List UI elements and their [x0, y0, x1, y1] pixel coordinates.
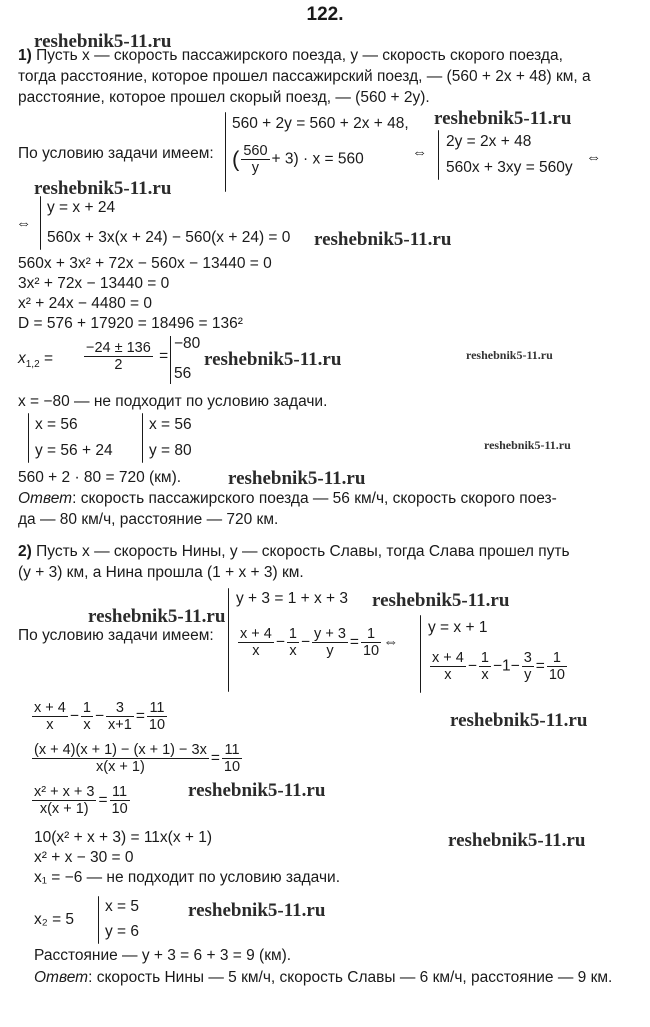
part2-answer: Ответ: скорость Нины — 5 км/ч, скорость Славы — 6 км/ч, расстояние — 9 км. [34, 969, 613, 986]
equivalence-arrow: ⇔ [16, 215, 32, 232]
watermark: reshebnik5-11.ru [88, 606, 226, 627]
watermark: reshebnik5-11.ru [204, 349, 342, 370]
part1-system4-eq1: x = 56 [35, 416, 78, 433]
roots-label: $x_{1,2}$ = [18, 350, 54, 371]
part1-condition: По условию задачи имеем: [18, 145, 214, 162]
watermark: reshebnik5-11.ru [228, 468, 366, 489]
part1-system5-eq1: x = 56 [149, 416, 192, 433]
answer-label: Ответ [34, 969, 89, 986]
part1-system1-eq1: 560 + 2y = 560 + 2x + 48, [232, 115, 409, 132]
system-brace [420, 615, 421, 693]
system-brace [142, 413, 143, 463]
part1-rejection: x = −80 — не подходит по условию задачи. [18, 393, 328, 410]
watermark: reshebnik5-11.ru [188, 780, 326, 801]
part2-system3-eq2: y = 6 [105, 923, 140, 940]
part2-system1-eq2: $\frac{x + 4}{x}$ − $\frac{1}{x}$ − $\frac{y + 3}{y}$ = $\frac{1}{10}$ ⇔ [240, 626, 399, 659]
part2-equation: x² + x − 30 = 0 [34, 849, 134, 866]
part2-equation: 10(x² + x + 3) = 11x(x + 1) [34, 829, 213, 846]
watermark: reshebnik5-11.ru [34, 31, 172, 52]
system-brace [228, 588, 229, 692]
watermark: reshebnik5-11.ru [448, 830, 586, 851]
part1-equation: 560x + 3x² + 72x − 560x − 13440 = 0 [18, 255, 272, 272]
problem-number: 122. [306, 4, 344, 25]
root-value: −80 [174, 335, 201, 352]
part1-intro-line1: 1) Пусть x — скорость пассажирского поезда, y — скорость скорого поезда, [18, 47, 563, 64]
system-brace [225, 112, 226, 192]
part2-condition: По условию задачи имеем: [18, 627, 214, 644]
part1-system3-eq1: y = x + 24 [47, 199, 116, 216]
watermark: reshebnik5-11.ru [188, 900, 326, 921]
answer-label: Ответ [18, 490, 73, 507]
part2-system3-eq1: x = 5 [105, 898, 140, 915]
part1-system3-eq2: 560x + 3x(x + 24) − 560(x + 24) = 0 [47, 229, 291, 246]
part1-distance: 560 + 2 · 80 = 720 (км). [18, 469, 182, 486]
part1-system2-eq2: 560x + 3xy = 560y [446, 159, 573, 176]
part1-intro-line3: расстояние, которое прошел скорый поезд, — (560 + 2y). [18, 89, 430, 106]
part1-system1-eq2: ( $\frac{560}{y}$ + 3) · x = 560 [232, 143, 364, 176]
fraction: $\frac{560}{y}$ [243, 143, 268, 176]
part1-intro-line2: тогда расстояние, которое прошел пассажирский поезд, — (560 + 2x + 48) км, а [18, 68, 591, 85]
watermark: reshebnik5-11.ru [466, 348, 553, 362]
part2-number: 2) [18, 543, 32, 560]
part2-system2-eq2: $\frac{x + 4}{x}$ − $\frac{1}{x}$ −1− $\frac{3}{y}$ = $\frac{1}{10}$ [432, 650, 565, 683]
system-brace [438, 130, 439, 180]
part2-equation-fraction: $\frac{\text{x² + x + 3}}{x(x + 1)}$ = $\frac{11}{10}$ [34, 784, 128, 817]
part1-system2-eq1: 2y = 2x + 48 [446, 133, 532, 150]
part1-equation: 3x² + 72x − 13440 = 0 [18, 275, 170, 292]
roots-fraction: $\frac{-24 \pm 136}{2}$ = [86, 340, 169, 373]
equivalence-arrow: ⇔ [412, 144, 428, 161]
part1-system4-eq2: y = 56 + 24 [35, 442, 113, 459]
part2-distance: Расстояние — y + 3 = 6 + 3 = 9 (км). [34, 947, 292, 964]
part1-answer-line2: да — 80 км/ч, расстояние — 720 км. [18, 511, 279, 528]
part2-equation-fraction: $\frac{x + 4}{x}$ − $\frac{1}{x}$ − $\frac{3}{x+1}$ = $\frac{11}{10}$ [34, 700, 166, 733]
watermark: reshebnik5-11.ru [372, 590, 510, 611]
watermark: reshebnik5-11.ru [484, 438, 571, 452]
part1-discriminant: D = 576 + 17920 = 18496 = 136² [18, 315, 243, 332]
watermark: reshebnik5-11.ru [434, 108, 572, 129]
part2-equation-fraction: $\frac{(x + 4)(x + 1) - (x + 1) - 3x}{x(x + 1)}$ = $\frac{11}{10}$ [34, 742, 241, 775]
watermark: reshebnik5-11.ru [314, 229, 452, 250]
part2-intro-line1: 2) Пусть x — скорость Нины, y — скорость Славы, тогда Слава прошел путь [18, 543, 570, 560]
part1-equation: x² + 24x − 4480 = 0 [18, 295, 152, 312]
system-brace [40, 196, 41, 250]
system-brace [98, 896, 99, 944]
root-value: 56 [174, 365, 192, 382]
watermark: reshebnik5-11.ru [450, 710, 588, 731]
roots-bar [170, 336, 171, 384]
part1-system5-eq2: y = 80 [149, 442, 192, 459]
part2-intro-line2: (y + 3) км, а Нина прошла (1 + x + 3) км. [18, 564, 304, 581]
system-brace [28, 413, 29, 463]
watermark: reshebnik5-11.ru [34, 178, 172, 199]
part2-system1-eq1: y + 3 = 1 + x + 3 [236, 590, 349, 607]
part2-system2-eq1: y = x + 1 [428, 619, 488, 636]
part2-root: x₂ = 5 [34, 911, 75, 928]
equivalence-arrow: ⇔ [586, 149, 602, 166]
part1-number: 1) [18, 47, 32, 64]
part2-rejection: x₁ = −6 — не подходит по условию задачи. [34, 869, 340, 886]
part1-answer-line1: Ответ: скорость пассажирского поезда — 56 км/ч, скорость скорого поез- [18, 490, 557, 507]
